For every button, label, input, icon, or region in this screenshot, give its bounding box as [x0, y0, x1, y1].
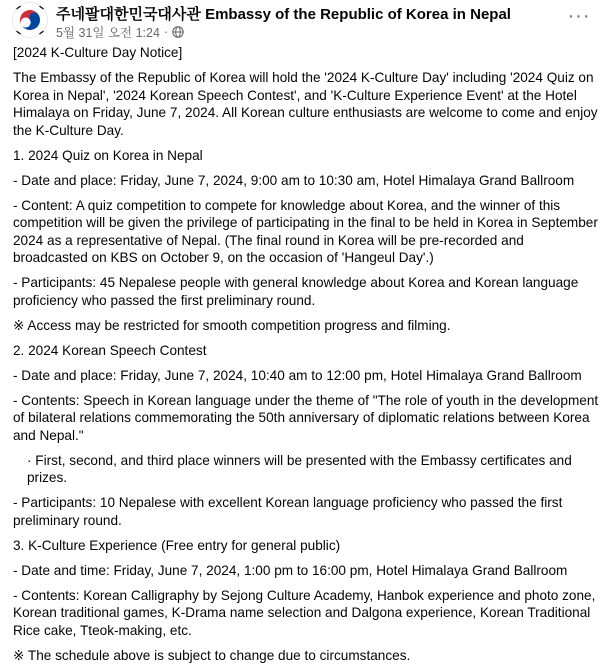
post-paragraph: - Participants: 45 Nepalese people with general knowledge about Korea and Korean language proficiency who passed the first preliminary round. — [13, 275, 579, 308]
globe-icon — [172, 26, 184, 38]
post-paragraph: - Date and time: Friday, June 7, 2024, 1:00 pm to 16:00 pm, Hotel Himalaya Grand Ballroom — [13, 562, 568, 578]
post-paragraph: - Content: A quiz competition to compete for knowledge about Korea, and the winner of this competition will be given the privilege of participating in the final to be held in Korea in September 2024 as a representative of Nepal. (The final round in Korea will be pre-recorded and broadcasted on KBS on October 9, on the occasion of 'Hangeul Day'.) — [13, 197, 598, 265]
post-paragraph: - Contents: Speech in Korean language under the theme of "The role of youth in the development of bilateral relations commemorating the 50th anniversary of diplomatic relations between Korea and Nepal." — [13, 392, 599, 443]
post-body — [13, 44, 601, 672]
post-paragraph: The Embassy of the Republic of Korea will hold the '2024 K-Culture Day' including '2024 Quiz on Korea in Nepal', '2024 Korean Speech Contest', and 'K-Culture Experience Event' at the Hotel Himalaya on Friday, June 7, 2024. All Korean culture enthusiasts are welcome to come and enjoy the K-Culture Day. — [13, 70, 598, 138]
post-date[interactable]: 5월 31일 오전 1:24 — [56, 26, 160, 40]
meta-separator: · — [163, 25, 169, 39]
post-header — [12, 2, 597, 40]
post-paragraph: ※ Access may be restricted for smooth competition progress and filming. — [13, 317, 451, 333]
more-options-button[interactable]: ··· — [567, 4, 591, 27]
post-paragraph: [2024 K-Culture Day Notice] — [13, 45, 183, 60]
post-paragraph: 2. 2024 Korean Speech Contest — [13, 342, 207, 358]
post-paragraph: - Contents: Korean Calligraphy by Sejong Culture Academy, Hanbok experience and photo zone, Korean traditional games, K-Drama name selection and Dalgona experience, Korean Traditional Rice cake, Tteok-making, etc. — [13, 587, 596, 638]
post-paragraph: - Participants: 10 Nepalese with excellent Korean language proficiency who passed the first preliminary round. — [13, 495, 563, 528]
post-paragraph: 1. 2024 Quiz on Korea in Nepal — [13, 147, 203, 163]
post-meta — [56, 23, 184, 41]
author-name[interactable]: 주네팔대한민국대사관 Embassy of the Republic of Korea in Nepal — [56, 6, 511, 23]
korea-emblem-icon[interactable] — [12, 2, 48, 38]
post-paragraph: - Date and place: Friday, June 7, 2024, 9:00 am to 10:30 am, Hotel Himalaya Grand Ballroom — [13, 172, 575, 188]
post-paragraph: ※ The schedule above is subject to change due to circumstances. — [13, 647, 411, 663]
post-paragraph: - Date and place: Friday, June 7, 2024, 10:40 am to 12:00 pm, Hotel Himalaya Grand Ballroom — [13, 367, 582, 383]
post-paragraph: 3. K-Culture Experience (Free entry for general public) — [13, 537, 341, 553]
post-paragraph: · First, second, and third place winners will be presented with the Embassy certificates and prizes. — [27, 452, 572, 485]
